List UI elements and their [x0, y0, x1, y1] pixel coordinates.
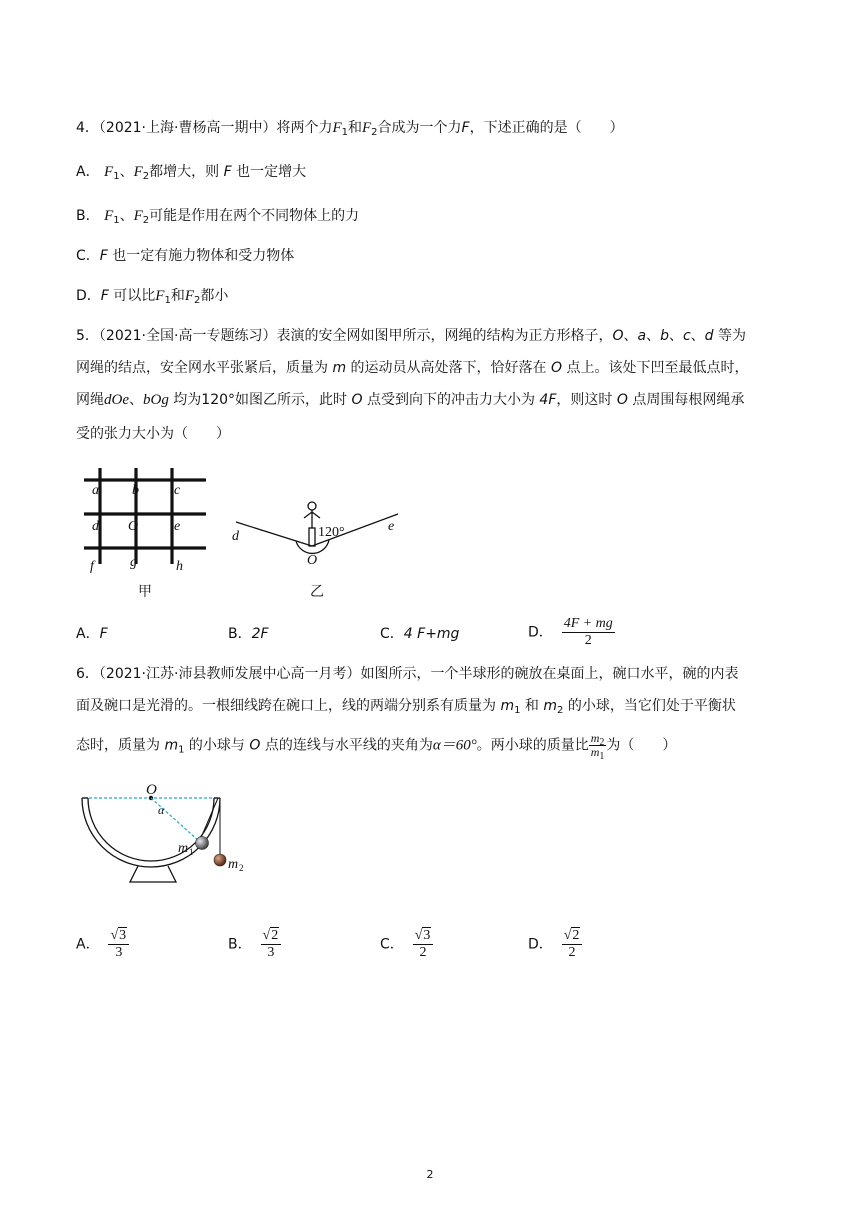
label-m2: m — [228, 857, 239, 872]
q6-option-d: D． $\frac{√2}{2}$ — [528, 928, 582, 961]
string-left — [200, 798, 218, 840]
rope-label-d: d — [232, 529, 239, 544]
fraction: $\frac{4F + mg}{2}$ — [563, 616, 613, 648]
label-m2-sub: 2 — [239, 863, 244, 873]
q6-stem-line3: 态时，质量为 $m_1$ 的小球与 O 点的连线与水平线的夹角为α＝60°。两小球的质量比 $\frac{m_2}{m_1}$ 为（ ） — [76, 731, 677, 762]
angle-label: 120° — [318, 525, 345, 540]
fraction: $\frac{√2}{3}$ — [261, 928, 282, 961]
figure-net-grid — [80, 466, 210, 602]
label-m1: m — [178, 841, 189, 856]
q5-stem-line1: 5．（2021·全国·高一专题练习）表演的安全网如图甲所示，网绳的结构为正方形格子，O、a、b、c、d 等为 — [76, 328, 747, 344]
node-label-e: e — [174, 519, 181, 534]
q5-option-b: B．2F — [228, 626, 269, 642]
figure-net-sag — [228, 490, 408, 602]
node-label-g: g — [130, 555, 137, 570]
label-O: O — [146, 782, 157, 798]
q5-stem-line3: 网绳dOe、bOg 均为120°如图乙所示，此时 O 点受到向下的冲击力大小为 4F，则这时 O 点周围每根网绳承 — [76, 392, 745, 408]
figure-hemispherical-bowl — [72, 780, 262, 890]
node-label-h: h — [176, 559, 183, 574]
node-label-d: d — [92, 519, 99, 534]
bowl-outer — [82, 798, 220, 867]
label-alpha: α — [158, 803, 165, 817]
q6-stem-line2: 面及碗口是光滑的。一根细线跨在碗口上，线的两端分别系有质量为 $m_1$ 和 $m_2$ 的小球，当它们处于平衡状 — [76, 698, 736, 716]
rope-dO — [236, 522, 312, 546]
node-label-O: O — [307, 553, 318, 568]
q4-option-a: A． $F_1$、$F_2$都增大，则 F 也一定增大 — [76, 164, 307, 182]
page-number: 2 — [426, 1168, 434, 1181]
q4-option-c: C．F 也一定有施力物体和受力物体 — [76, 248, 295, 264]
q6-option-c: C． $\frac{√3}{2}$ — [380, 928, 433, 961]
node-label-O: O — [128, 519, 139, 534]
node-label-b: b — [132, 483, 139, 498]
node-label-f: f — [90, 559, 94, 574]
figure-caption-jia: 甲 — [138, 584, 152, 600]
fraction: $\frac{√2}{2}$ — [562, 928, 583, 961]
node-label-a: a — [92, 483, 99, 498]
fraction: $\frac{√3}{2}$ — [413, 928, 434, 961]
athlete-head — [308, 502, 316, 510]
label-m1-sub: 1 — [189, 847, 194, 857]
q6-option-b: B． $\frac{√2}{3}$ — [228, 928, 281, 961]
q5-option-c: C．4 F+mg — [380, 626, 460, 642]
q5-option-d: D． $\frac{4F + mg}{2}$ — [528, 616, 613, 648]
q5-stem-line4: 受的张力大小为（ ） — [76, 426, 230, 442]
q5-stem-line2: 网绳的结点，安全网水平张紧后，质量为 m 的运动员从高处落下，恰好落在 O 点上。该处下凹至最低点时， — [76, 360, 749, 376]
q5-option-a: A．F — [76, 626, 108, 642]
node-label-c: c — [174, 483, 181, 498]
q4-option-d: D．F 可以比$F_1$和$F_2$都小 — [76, 288, 229, 306]
q6-option-a: A． $\frac{√3}{3}$ — [76, 928, 129, 961]
q4-option-b: B． $F_1$、$F_2$可能是作用在两个不同物体上的力 — [76, 208, 360, 226]
ball-m1 — [196, 837, 209, 850]
rope-label-e: e — [388, 519, 395, 534]
fraction: $\frac{√3}{3}$ — [108, 928, 129, 961]
q4-stem: 4．（2021·上海·曹杨高一期中）将两个力$F_1$和$F_2$合成为一个力F，下述正确的是（ ） — [76, 120, 624, 138]
athlete-legs — [309, 528, 315, 546]
figure-caption-yi: 乙 — [310, 584, 324, 600]
mass-ratio-fraction: $\frac{m_2}{m_1}$ — [590, 731, 605, 762]
bowl-stand — [130, 866, 176, 882]
q6-stem-line1: 6．（2021·江苏·沛县教师发展中心高一月考）如图所示，一个半球形的碗放在桌面上，碗口水平，碗的内表 — [76, 666, 739, 682]
ball-m2 — [214, 854, 226, 866]
